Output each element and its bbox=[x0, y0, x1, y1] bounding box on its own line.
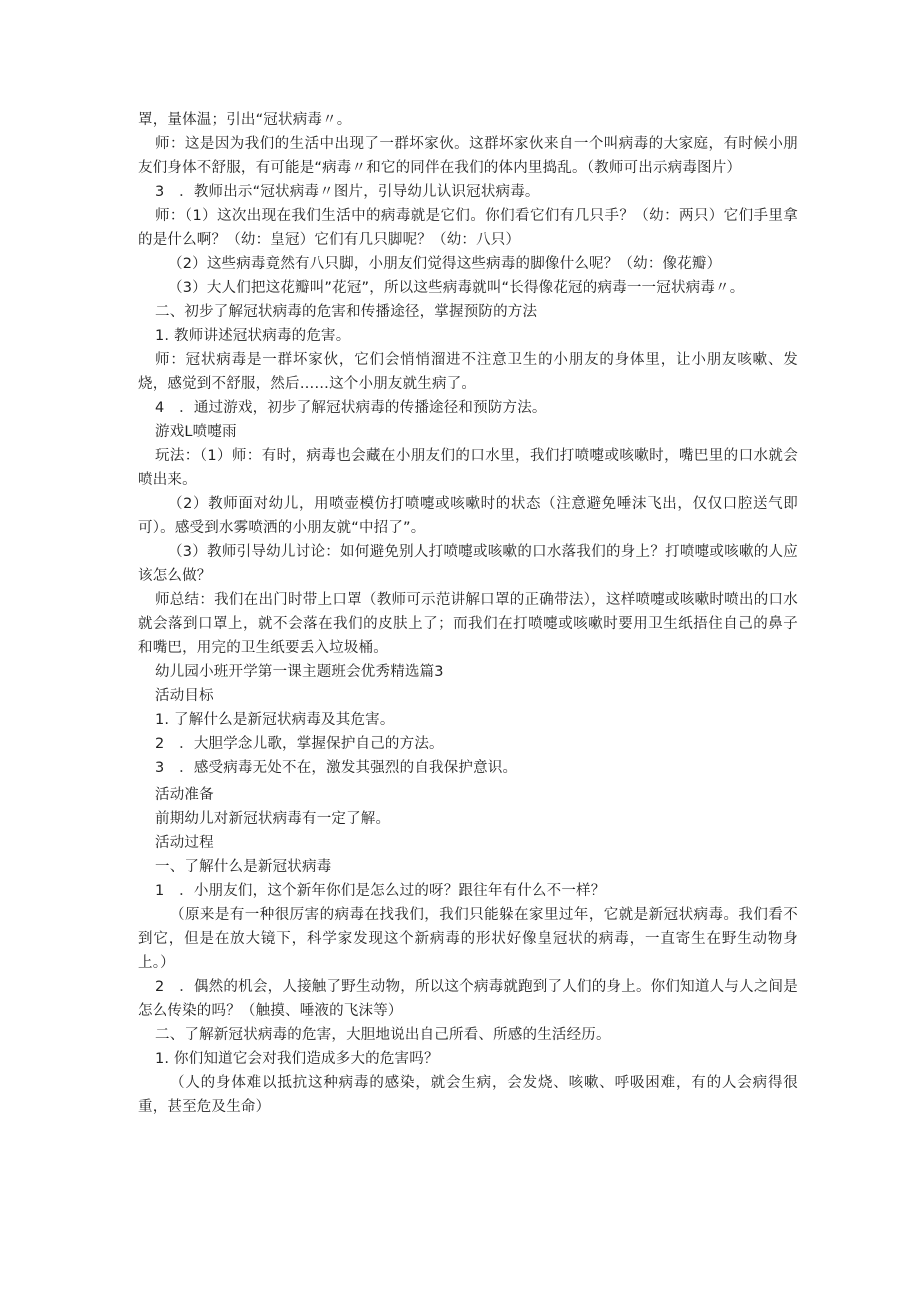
list-item: 2 ．偶然的机会，人接触了野生动物，所以这个病毒就跑到了人们的身上。你们知道人与人之间是怎么传染的吗？（触摸、唾液的飞沫等） bbox=[138, 979, 798, 1019]
subheading: 活动准备 bbox=[155, 787, 214, 803]
paragraph: （3）教师引导幼儿讨论：如何避免别人打喷嚏或咳嗽的口水落我们的身上？打喷嚏或咳嗽的人应该怎么做？ bbox=[138, 544, 798, 584]
paragraph: 游戏L喷嚏雨 bbox=[155, 424, 237, 440]
list-item: 2 ．大胆学念儿歌，掌握保护自己的方法。 bbox=[155, 736, 444, 752]
subheading: 活动目标 bbox=[155, 688, 214, 704]
paragraph: （3）大人们把这花瓣叫”花冠”，所以这些病毒就叫“长得像花冠的病毒一一冠状病毒〃。 bbox=[168, 280, 745, 296]
paragraph: 3 ．教师出示“冠状病毒〃图片，引导幼儿认识冠状病毒。 bbox=[155, 184, 540, 200]
paragraph: 前期幼儿对新冠状病毒有一定了解。 bbox=[155, 811, 391, 827]
paragraph: （人的身体难以抵抗这种病毒的感染，就会生病，会发烧、咳嗽、呼吸困难，有的人会病得很重，甚至危及生命） bbox=[138, 1075, 798, 1115]
paragraph: 师总结：我们在出门时带上口罩（教师可示范讲解口罩的正确带法），这样喷嚏或咳嗽时喷出的口水就会落到口罩上，就不会落在我们的皮肤上了；而我们在打喷嚏或咳嗽时要用卫生纸捂住自己的鼻子和嘴巴，用完的卫生纸要丢入垃圾桶。 bbox=[138, 592, 798, 656]
paragraph: 罩，量体温；引出“冠状病毒〃。 bbox=[138, 112, 352, 128]
list-item: 1. 你们知道它会对我们造成多大的危害吗？ bbox=[155, 1051, 439, 1067]
paragraph: 师：冠状病毒是一群坏家伙，它们会悄悄溜进不注意卫生的小朋友的身体里，让小朋友咳嗽、发烧，感觉到不舒服，然后……这个小朋友就生病了。 bbox=[138, 352, 798, 392]
section-heading: 幼儿园小班开学第一课主题班会优秀精选篇3 bbox=[155, 664, 444, 680]
paragraph: 玩法：（1）师：有时，病毒也会藏在小朋友们的口水里，我们打喷嚏或咳嗽时，嘴巴里的口水就会喷出来。 bbox=[138, 448, 798, 488]
document-body bbox=[138, 108, 798, 1119]
list-item: 1. 了解什么是新冠状病毒及其危害。 bbox=[155, 712, 395, 728]
paragraph: 师：这是因为我们的生活中出现了一群坏家伙。这群坏家伙来自一个叫病毒的大家庭，有时候小朋友们身体不舒服，有可能是“病毒〃和它的同伴在我们的体内里捣乱。（教师可出示病毒图片） bbox=[138, 136, 798, 176]
list-item: 3 ．感受病毒无处不在，激发其强烈的自我保护意识。 bbox=[155, 760, 518, 776]
paragraph: 师：（1）这次出现在我们生活中的病毒就是它们。你们看它们有几只手？（幼：两只）它们手里拿的是什么啊？（幼：皇冠）它们有几只脚呢？（幼：八只） bbox=[138, 208, 798, 248]
paragraph: 1. 教师讲述冠状病毒的危害。 bbox=[155, 328, 351, 344]
paragraph: （2）教师面对幼儿，用喷壶模仿打喷嚏或咳嗽时的状态（注意避免唾沫飞出，仅仅口腔送气即可）。感受到水雾喷洒的小朋友就“中招了”。 bbox=[138, 496, 798, 536]
section-heading: 一、了解什么是新冠状病毒 bbox=[155, 859, 332, 875]
paragraph: 4 ．通过游戏，初步了解冠状病毒的传播途径和预防方法。 bbox=[155, 400, 547, 416]
paragraph: （2）这些病毒竟然有八只脚，小朋友们觉得这些病毒的脚像什么呢？（幼：像花瓣） bbox=[168, 256, 722, 272]
section-heading: 二、初步了解冠状病毒的危害和传播途径，掌握预防的方法 bbox=[155, 304, 538, 320]
paragraph: （原来是有一种很厉害的病毒在找我们，我们只能躲在家里过年，它就是新冠状病毒。我们看不到它，但是在放大镜下，科学家发现这个新病毒的形状好像皇冠状的病毒，一直寄生在野生动物身上。） bbox=[138, 907, 798, 971]
subheading: 活动过程 bbox=[155, 835, 214, 851]
section-heading: 二、了解新冠状病毒的危害，大胆地说出自己所看、所感的生活经历。 bbox=[155, 1027, 611, 1043]
list-item: 1 ．小朋友们，这个新年你们是怎么过的呀？跟往年有什么不一样？ bbox=[155, 883, 606, 899]
